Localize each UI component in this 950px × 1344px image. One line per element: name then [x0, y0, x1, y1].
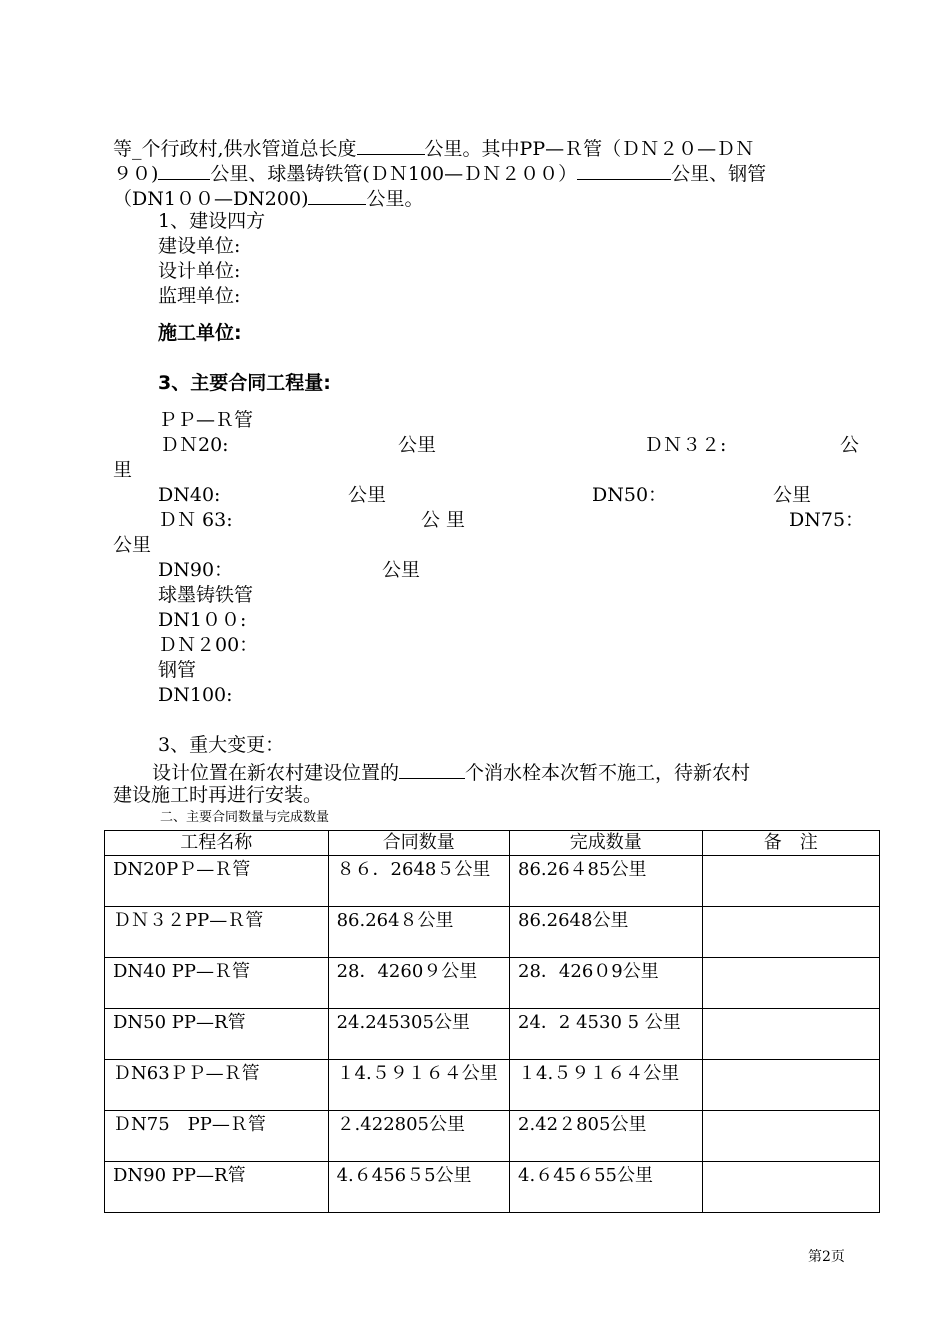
cell-contract: 86.264８公里	[328, 907, 509, 958]
cell-remark	[702, 958, 880, 1009]
cell-completed: 4.６45６55公里	[510, 1162, 702, 1213]
cell-project: DN50 PP—R管	[105, 1009, 329, 1060]
cell-contract: 28．4260９公里	[328, 958, 509, 1009]
intro-line-2	[113, 159, 766, 187]
fill-blank	[399, 758, 465, 779]
dn40-label: DN40:	[158, 484, 221, 506]
cell-completed: 28．426０9公里	[510, 958, 702, 1009]
dn75-label: DN75：	[789, 509, 865, 531]
steel-pipe-title: 钢管	[158, 659, 197, 681]
table-header-row	[105, 831, 880, 856]
fill-blank	[308, 184, 366, 205]
supervision-unit-label: 监理单位:	[158, 285, 241, 307]
cell-contract: ２.422805公里	[328, 1111, 509, 1162]
intro-line-1	[113, 134, 754, 162]
cell-completed: １4.５９１６４公里	[510, 1060, 702, 1111]
cell-remark	[702, 1009, 880, 1060]
pp-pipe-title: ＰＰ—Ｒ管	[158, 409, 254, 431]
cell-project: DN40 PP—Ｒ管	[105, 958, 329, 1009]
table-row	[105, 1162, 880, 1213]
cell-remark	[702, 1111, 880, 1162]
table-row	[105, 856, 880, 907]
quantity-table	[104, 830, 880, 1213]
construction-unit-label: 建设单位:	[158, 235, 241, 257]
header-project-name: 工程名称	[105, 831, 329, 856]
cell-project: ＤＮ３２PP—Ｒ管	[105, 907, 329, 958]
cell-remark	[702, 1060, 880, 1111]
table-row	[105, 958, 880, 1009]
header-completed-qty: 完成数量	[510, 831, 702, 856]
changes-text: 设计位置在新农村建设位置的	[152, 762, 400, 784]
ductile-iron-title: 球墨铸铁管	[158, 584, 254, 606]
cell-project: DN20PＰ—Ｒ管	[105, 856, 329, 907]
ductile-dn200-label: ＤＮ２00：	[158, 634, 259, 656]
intro-text: 公里、钢管	[671, 163, 767, 185]
fill-blank	[577, 159, 671, 180]
fill-blank	[158, 159, 210, 180]
table-row	[105, 907, 880, 958]
dn40-unit: 公里	[348, 484, 387, 506]
cell-completed: 86.2648公里	[510, 907, 702, 958]
dn75-unit: 公里	[113, 534, 152, 556]
header-contract-qty: 合同数量	[328, 831, 509, 856]
dn20-label: ＤＮ20:	[160, 434, 229, 456]
intro-text: 公里、球墨铸铁管(ＤＮ100—ＤＮ２００）	[210, 163, 578, 185]
cell-project: DN90 PP—R管	[105, 1162, 329, 1213]
section1-heading: 1、建设四方	[158, 210, 266, 232]
cell-contract: ８６．2648５公里	[328, 856, 509, 907]
changes-heading: 3、重大变更：	[158, 734, 285, 756]
header-remarks: 备 注	[702, 831, 880, 856]
steel-dn100-label: DN100:	[158, 684, 233, 706]
dn63-unit: 公 里	[421, 509, 466, 531]
page-number: 第2页	[808, 1249, 845, 1265]
dn32-unit: 公	[840, 434, 860, 456]
dn20-unit: 公里	[398, 434, 437, 456]
cell-completed: 24．2 4530 5 公里	[510, 1009, 702, 1060]
intro-line-3	[113, 184, 424, 212]
contractor-unit-label: 施工单位:	[158, 322, 242, 344]
changes-line-1	[152, 758, 750, 786]
intro-text: 公里。	[366, 188, 424, 210]
table-row	[105, 1060, 880, 1111]
cell-contract: １4.５９１６４公里	[328, 1060, 509, 1111]
cell-remark	[702, 856, 880, 907]
cell-project: ＤN75 PP—Ｒ管	[105, 1111, 329, 1162]
dn32-unit-wrap: 里	[113, 459, 133, 481]
cell-contract: 4.６456５5公里	[328, 1162, 509, 1213]
section3-heading: 3、主要合同工程量:	[158, 372, 331, 394]
dn90-label: DN90：	[158, 559, 234, 581]
cell-remark	[702, 907, 880, 958]
table-caption: 二、主要合同数量与完成数量	[160, 810, 330, 825]
dn63-label: ＤＮ 63:	[158, 509, 233, 531]
changes-line-2: 建设施工时再进行安装。	[113, 784, 323, 806]
design-unit-label: 设计单位:	[158, 260, 241, 282]
cell-project: ＤN63ＰＰ—Ｒ管	[105, 1060, 329, 1111]
intro-text: 公里。其中PP—Ｒ管（ＤＮ２０—ＤＮ	[424, 138, 755, 160]
ductile-dn100-label: DN1００:	[158, 609, 247, 631]
cell-completed: 2.42２805公里	[510, 1111, 702, 1162]
changes-text: 个消水栓本次暂不施工，待新农村	[465, 762, 751, 784]
dn50-label: DN50：	[592, 484, 668, 506]
intro-text: ９０)	[113, 163, 159, 185]
dn90-unit: 公里	[382, 559, 421, 581]
table-row	[105, 1111, 880, 1162]
fill-blank	[357, 134, 425, 155]
intro-text: 等_个行政村,供水管道总长度	[113, 138, 357, 160]
cell-completed: 86.26４85公里	[510, 856, 702, 907]
cell-contract: 24.245305公里	[328, 1009, 509, 1060]
intro-text: （DN1００—DN200)	[113, 188, 309, 210]
table-row	[105, 1009, 880, 1060]
dn32-label: ＤＮ３２:	[644, 434, 727, 456]
dn50-unit: 公里	[773, 484, 812, 506]
cell-remark	[702, 1162, 880, 1213]
